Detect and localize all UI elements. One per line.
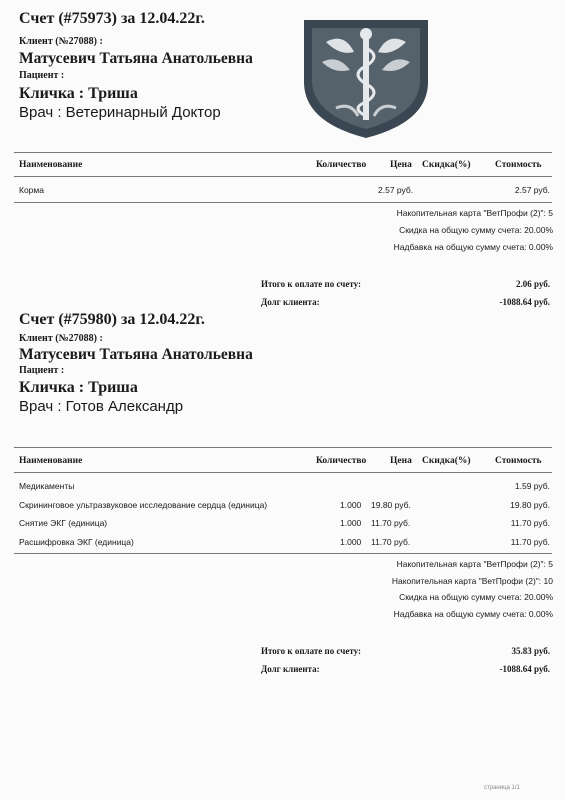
row-qty: 1.000 [340, 537, 362, 547]
total-value: 2.06 руб. [515, 279, 550, 289]
summary-line: Накопительная карта "ВетПрофи (2)": 5 [396, 208, 553, 218]
debt-value: -1088.64 руб. [499, 297, 550, 307]
summary-line: Надбавка на общую сумму счета: 0.00% [393, 242, 553, 252]
summary-line: Накопительная карта "ВетПрофи (2)": 5 [396, 559, 553, 569]
row-cost: 19.80 руб. [510, 500, 550, 510]
summary-line: Надбавка на общую сумму счета: 0.00% [393, 609, 553, 619]
summary-line: Скидка на общую сумму счета: 20.00% [399, 225, 553, 235]
patient-label: Пациент : [19, 365, 65, 376]
invoice-title: Счет (#75973) за 12.04.22г. [19, 10, 205, 27]
client-name: Матусевич Татьяна Анатольевна [19, 346, 253, 363]
col-header-price: Цена [390, 160, 412, 170]
debt-label: Долг клиента: [261, 664, 320, 674]
doctor-name: Врач : Ветеринарный Доктор [19, 104, 221, 121]
row-name: Расшифровка ЭКГ (единица) [19, 537, 134, 547]
client-name: Матусевич Татьяна Анатольевна [19, 50, 253, 67]
table-bottom-rule [14, 202, 552, 203]
col-header-qty: Количество [316, 456, 367, 466]
clinic-logo-icon [296, 12, 436, 142]
col-header-discount: Скидка(%) [422, 456, 471, 466]
debt-value: -1088.64 руб. [499, 664, 550, 674]
total-label: Итого к оплате по счету: [261, 279, 362, 289]
row-name: Снятие ЭКГ (единица) [19, 518, 108, 528]
row-cost: 11.70 руб. [510, 537, 550, 547]
row-name: Медикаменты [19, 481, 75, 491]
row-cost: 11.70 руб. [510, 518, 550, 528]
patient-label: Пациент : [19, 70, 65, 81]
invoice-title: Счет (#75980) за 12.04.22г. [19, 311, 205, 328]
pet-name: Кличка : Триша [19, 85, 138, 102]
row-price: 11.70 руб. [371, 537, 411, 547]
row-cost: 1.59 руб. [514, 481, 550, 491]
total-value: 35.83 руб. [511, 646, 550, 656]
header-rule [14, 176, 552, 177]
row-price: 19.80 руб. [371, 500, 411, 510]
table-top-rule [14, 447, 552, 448]
row-qty: 1.000 [340, 500, 362, 510]
client-label: Клиент (№27088) : [19, 36, 103, 47]
summary-line: Накопительная карта "ВетПрофи (2)": 10 [391, 576, 553, 586]
table-bottom-rule [14, 553, 552, 554]
col-header-discount: Скидка(%) [422, 160, 471, 170]
doctor-name: Врач : Готов Александр [19, 398, 184, 415]
row-cost: 2.57 руб. [514, 185, 550, 195]
col-header-name: Наименование [19, 160, 83, 170]
col-header-cost: Стоимость [495, 160, 542, 170]
page-footer: страница 1/1 [484, 785, 520, 791]
total-label: Итого к оплате по счету: [261, 646, 362, 656]
col-header-name: Наименование [19, 456, 83, 466]
row-name: Скрининговое ультразвуковое исследование сердца (единица) [19, 500, 268, 510]
header-rule [14, 472, 552, 473]
col-header-cost: Стоимость [495, 456, 542, 466]
client-label: Клиент (№27088) : [19, 333, 103, 344]
debt-label: Долг клиента: [261, 297, 320, 307]
row-name: Корма [19, 185, 44, 195]
pet-name: Кличка : Триша [19, 379, 138, 396]
table-top-rule [14, 152, 552, 153]
col-header-price: Цена [390, 456, 412, 466]
summary-line: Скидка на общую сумму счета: 20.00% [399, 592, 553, 602]
col-header-qty: Количество [316, 160, 367, 170]
row-qty: 1.000 [340, 518, 362, 528]
row-price: 2.57 руб. [378, 185, 414, 195]
row-price: 11.70 руб. [371, 518, 411, 528]
